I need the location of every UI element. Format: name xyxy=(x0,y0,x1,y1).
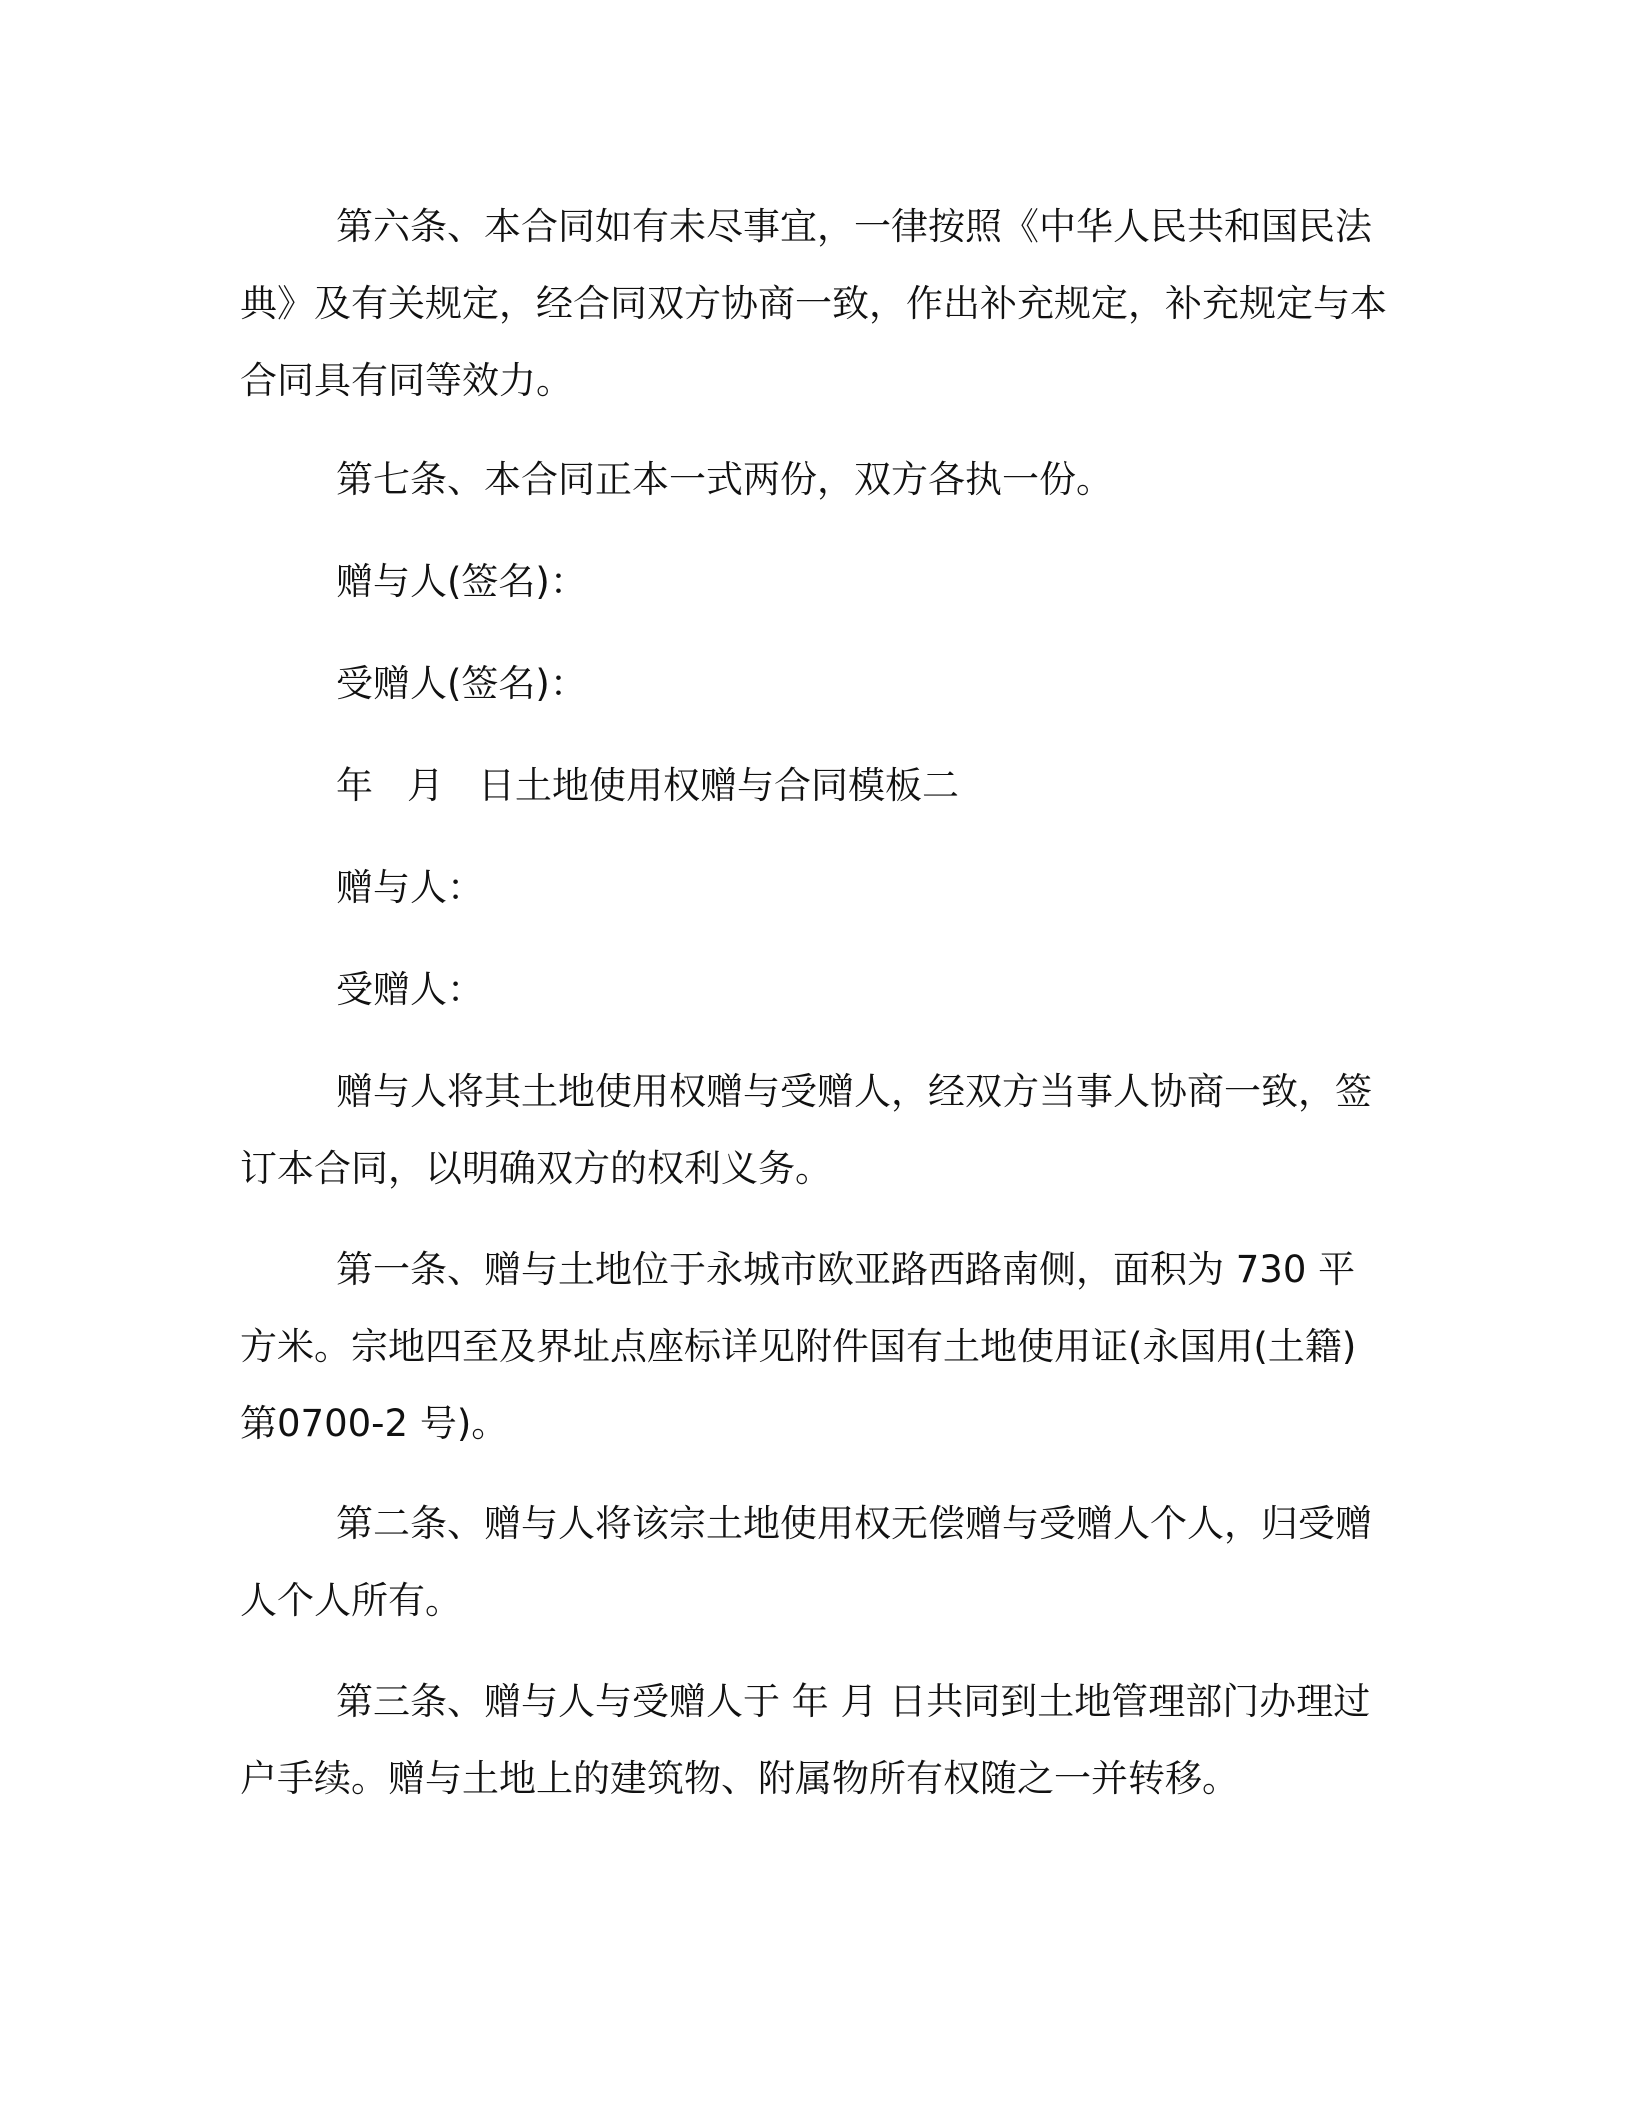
donee-signature-label: 受赠人(签名)： xyxy=(336,662,587,705)
paragraph-donor xyxy=(240,849,1390,926)
article-1-line-2: 米。宗地四至及界址点座标详见附件国有土地使用证(永国用(土籍)第 xyxy=(240,1325,1357,1445)
paragraph-article-1 xyxy=(240,1231,1390,1462)
paragraph-donee xyxy=(240,951,1390,1028)
article-3-line-2: 户手续。赠与土地上的建筑物、附属物所有权随之一并转移。 xyxy=(240,1757,1239,1800)
donor-signature-label: 赠与人(签名)： xyxy=(336,560,587,603)
date-year: 年 xyxy=(336,764,373,807)
preamble-line-1: 赠与人将其土地使用权赠与受赠人，经双方当事人协商一致，签 xyxy=(336,1070,1372,1113)
article-1-line-1: 第一条、赠与土地位于永城市欧亚路西路南侧，面积为 730 平方 xyxy=(240,1248,1356,1368)
paragraph-preamble xyxy=(240,1053,1390,1207)
article-3-line-1: 第三条、赠与人与受赠人于 年 月 日共同到土地管理部门办理过 xyxy=(336,1680,1371,1723)
preamble-line-2: 订本合同，以明确双方的权利义务。 xyxy=(240,1147,832,1190)
paragraph-donee-signature xyxy=(240,645,1390,722)
donor-label: 赠与人： xyxy=(336,866,484,909)
date-month: 月 xyxy=(407,764,444,807)
paragraph-date-title xyxy=(240,747,1390,824)
paragraph-article-3 xyxy=(240,1663,1390,1817)
article-6-line-3: 本合同具有同等效力。 xyxy=(240,282,1387,402)
article-1-line-3: 0700-2 号)。 xyxy=(277,1402,509,1445)
date-day-template-title: 日土地使用权赠与合同模板二 xyxy=(478,764,959,807)
paragraph-donor-signature xyxy=(240,543,1390,620)
article-7-line-1: 第七条、本合同正本一式两份，双方各执一份。 xyxy=(336,458,1113,501)
article-6-line-2: 典》及有关规定，经合同双方协商一致，作出补充规定，补充规定与 xyxy=(240,282,1350,325)
article-6-line-1: 第六条、本合同如有未尽事宜，一律按照《中华人民共和国民法 xyxy=(336,205,1372,248)
paragraph-article-7 xyxy=(240,441,1390,518)
article-2-line-1: 第二条、赠与人将该宗土地使用权无偿赠与受赠人个人，归受赠 xyxy=(336,1502,1372,1545)
paragraph-article-2 xyxy=(240,1485,1390,1639)
paragraph-article-6 xyxy=(240,188,1390,419)
donee-label: 受赠人： xyxy=(336,968,484,1011)
article-2-line-2: 人个人所有。 xyxy=(240,1579,462,1622)
